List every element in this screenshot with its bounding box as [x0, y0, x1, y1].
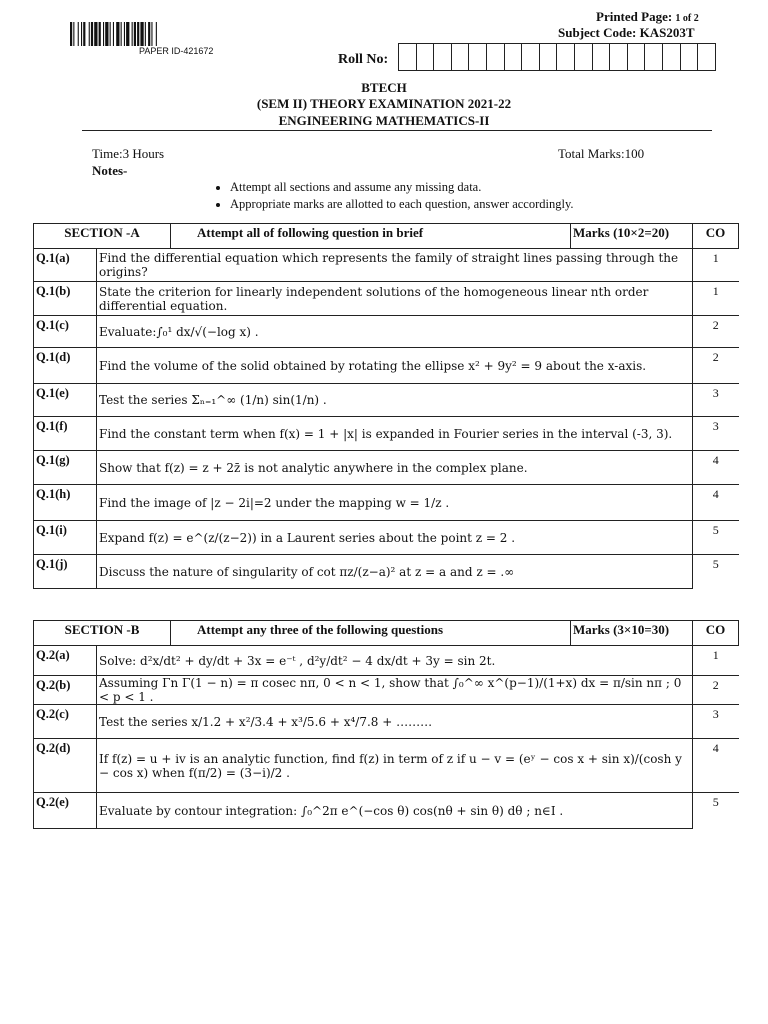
table-row	[34, 555, 739, 589]
roll-no-box[interactable]	[539, 43, 558, 71]
note-item: • Appropriate marks are allotted to each question, answer accordingly.	[230, 197, 574, 212]
roll-no-box[interactable]	[662, 43, 681, 71]
table-row	[34, 316, 739, 348]
question-co: 5	[693, 793, 739, 829]
table-row	[34, 485, 739, 521]
question-text: Discuss the nature of singularity of cot πz/(z−a)² at z = a and z = .∞	[97, 555, 693, 589]
question-text: Find the constant term when f(x) = 1 + |x| is expanded in Fourier series in the interval (-3, 3).	[97, 417, 693, 451]
barcode-bar	[110, 22, 111, 46]
roll-no-box[interactable]	[556, 43, 575, 71]
table-row	[34, 739, 739, 793]
header-rule	[82, 130, 712, 131]
question-co: 5	[693, 521, 739, 555]
question-text: Show that f(z) = z + 2z̄ is not analytic anywhere in the complex plane.	[97, 451, 693, 485]
section-b-marks: Marks (3×10=30)	[571, 621, 693, 646]
barcode-bar	[73, 22, 74, 46]
question-number: Q.2(d)	[34, 739, 97, 793]
question-co: 3	[693, 705, 739, 739]
table-row	[34, 348, 739, 384]
paper-id: PAPER ID-421672	[139, 46, 214, 56]
barcode-bar	[99, 22, 101, 46]
printed-page-label: Printed Page:	[596, 9, 673, 24]
question-text: Find the differential equation which represents the family of straight lines passing through the origins?	[97, 249, 693, 282]
table-row	[34, 705, 739, 739]
exam-title-btech: BTECH	[361, 80, 407, 95]
table-row	[34, 646, 739, 676]
subject-code	[558, 25, 695, 41]
roll-no-box[interactable]	[680, 43, 699, 71]
question-text: Find the image of |z − 2i|=2 under the mapping w = 1/z .	[97, 485, 693, 521]
question-co: 1	[693, 249, 739, 282]
question-number: Q.2(e)	[34, 793, 97, 829]
exam-time: Time:3 Hours	[92, 146, 165, 161]
subject-code-label: Subject Code:	[558, 25, 637, 40]
subject-code-value: KAS203T	[639, 25, 695, 40]
section-a-header	[34, 224, 739, 249]
note-item: • Attempt all sections and assume any missing data.	[230, 180, 574, 195]
table-row	[34, 676, 739, 705]
barcode-bar	[132, 22, 133, 46]
table-row	[34, 249, 739, 282]
question-co: 3	[693, 417, 739, 451]
barcode-bar	[83, 22, 85, 46]
section-b-co-header: CO	[693, 621, 739, 646]
roll-no-box[interactable]	[468, 43, 487, 71]
question-co: 4	[693, 451, 739, 485]
section-a-title: SECTION -A	[34, 224, 171, 249]
roll-no-box[interactable]	[609, 43, 628, 71]
question-co: 2	[693, 348, 739, 384]
barcode-bar	[89, 22, 90, 46]
question-number: Q.1(f)	[34, 417, 97, 451]
barcode-bar	[145, 22, 146, 46]
table-row	[34, 417, 739, 451]
exam-title-session: (SEM II) THEORY EXAMINATION 2021-22	[256, 96, 512, 111]
exam-title-subject: ENGINEERING MATHEMATICS-II	[278, 113, 490, 128]
roll-no-box[interactable]	[521, 43, 540, 71]
table-row	[34, 451, 739, 485]
roll-no-box[interactable]	[486, 43, 505, 71]
barcode-bar	[140, 22, 143, 46]
barcode-bar	[148, 22, 150, 46]
barcode-bar	[113, 22, 114, 46]
roll-no-box[interactable]	[592, 43, 611, 71]
question-co: 1	[693, 282, 739, 316]
barcode-bar	[78, 22, 79, 46]
barcode-bar	[105, 22, 108, 46]
barcode-bar	[126, 22, 129, 46]
section-a-marks: Marks (10×2=20)	[571, 224, 693, 249]
question-number: Q.1(i)	[34, 521, 97, 555]
printed-page-value: 1 of 2	[675, 13, 699, 24]
section-b-title: SECTION -B	[34, 621, 171, 646]
notes-label: Notes-	[92, 163, 128, 178]
barcode-bar	[151, 22, 152, 46]
question-co: 4	[693, 739, 739, 793]
section-a-table	[33, 223, 739, 589]
question-text: If f(z) = u + iv is an analytic function, find f(z) in term of z if u − v = (eʸ − cos x + sin x)/(cosh y − cos x) when f(π/2) = (3−i)/2 .	[97, 739, 693, 793]
table-row	[34, 384, 739, 417]
roll-no-box[interactable]	[697, 43, 716, 71]
roll-no-box[interactable]	[504, 43, 523, 71]
barcode-bar	[137, 22, 139, 46]
table-row	[34, 793, 739, 829]
question-text: Expand f(z) = e^(z/(z−2)) in a Laurent series about the point z = 2 .	[97, 521, 693, 555]
question-co: 3	[693, 384, 739, 417]
section-a-instruction: Attempt all of following question in brief	[171, 224, 571, 249]
roll-no-box[interactable]	[416, 43, 435, 71]
barcode-bar	[121, 22, 122, 46]
question-number: Q.1(e)	[34, 384, 97, 417]
section-a-co-header: CO	[693, 224, 739, 249]
roll-no-box[interactable]	[644, 43, 663, 71]
roll-no-box[interactable]	[574, 43, 593, 71]
barcode-bar	[134, 22, 136, 46]
question-number: Q.2(b)	[34, 676, 97, 705]
question-co: 1	[693, 646, 739, 676]
roll-no-boxes	[398, 43, 715, 71]
question-number: Q.1(h)	[34, 485, 97, 521]
question-text: Find the volume of the solid obtained by rotating the ellipse x² + 9y² = 9 about the x-axis.	[97, 348, 693, 384]
question-co: 2	[693, 316, 739, 348]
question-number: Q.1(b)	[34, 282, 97, 316]
total-marks: Total Marks:100	[558, 146, 645, 161]
roll-no-label: Roll No:	[338, 52, 389, 67]
roll-no-box[interactable]	[627, 43, 646, 71]
question-co: 4	[693, 485, 739, 521]
barcode-bar	[124, 22, 125, 46]
question-number: Q.1(c)	[34, 316, 97, 348]
table-row	[34, 282, 739, 316]
question-number: Q.2(a)	[34, 646, 97, 676]
barcode-bar	[70, 22, 72, 46]
question-text: Assuming Γn Γ(1 − n) = π cosec nπ, 0 < n < 1, show that ∫₀^∞ x^(p−1)/(1+x) dx = π/sin nπ ; 0 < p < 1 .	[97, 676, 693, 705]
question-number: Q.1(j)	[34, 555, 97, 589]
question-text: Solve: d²x/dt² + dy/dt + 3x = e⁻ᵗ , d²y/dt² − 4 dx/dt + 3y = sin 2t.	[97, 646, 693, 676]
question-text: Evaluate:∫₀¹ dx/√(−log x) .	[97, 316, 693, 348]
roll-no-box[interactable]	[398, 43, 417, 71]
question-co: 2	[693, 676, 739, 705]
barcode-bar	[116, 22, 119, 46]
question-text: Test the series Σₙ₌₁^∞ (1/n) sin(1/n) .	[97, 384, 693, 417]
question-number: Q.1(d)	[34, 348, 97, 384]
roll-no-box[interactable]	[433, 43, 452, 71]
barcode-bar	[94, 22, 97, 46]
question-number: Q.2(c)	[34, 705, 97, 739]
barcode-bar	[81, 22, 82, 46]
barcode-bar	[91, 22, 93, 46]
question-text: Test the series x/1.2 + x²/3.4 + x³/5.6 + x⁴/7.8 + ………	[97, 705, 693, 739]
printed-page	[596, 9, 699, 25]
notes-list	[200, 180, 574, 214]
question-number: Q.1(g)	[34, 451, 97, 485]
barcode	[70, 22, 230, 46]
section-b-instruction: Attempt any three of the following questions	[171, 621, 571, 646]
section-b-header	[34, 621, 739, 646]
table-row	[34, 521, 739, 555]
question-text: Evaluate by contour integration: ∫₀^2π e^(−cos θ) cos(nθ + sin θ) dθ ; n∈I .	[97, 793, 693, 829]
roll-no-box[interactable]	[451, 43, 470, 71]
barcode-bar	[156, 22, 157, 46]
question-text: State the criterion for linearly independent solutions of the homogeneous linear nth order differential equation.	[97, 282, 693, 316]
section-b-table	[33, 620, 739, 829]
question-number: Q.1(a)	[34, 249, 97, 282]
question-co: 5	[693, 555, 739, 589]
barcode-bar	[103, 22, 104, 46]
